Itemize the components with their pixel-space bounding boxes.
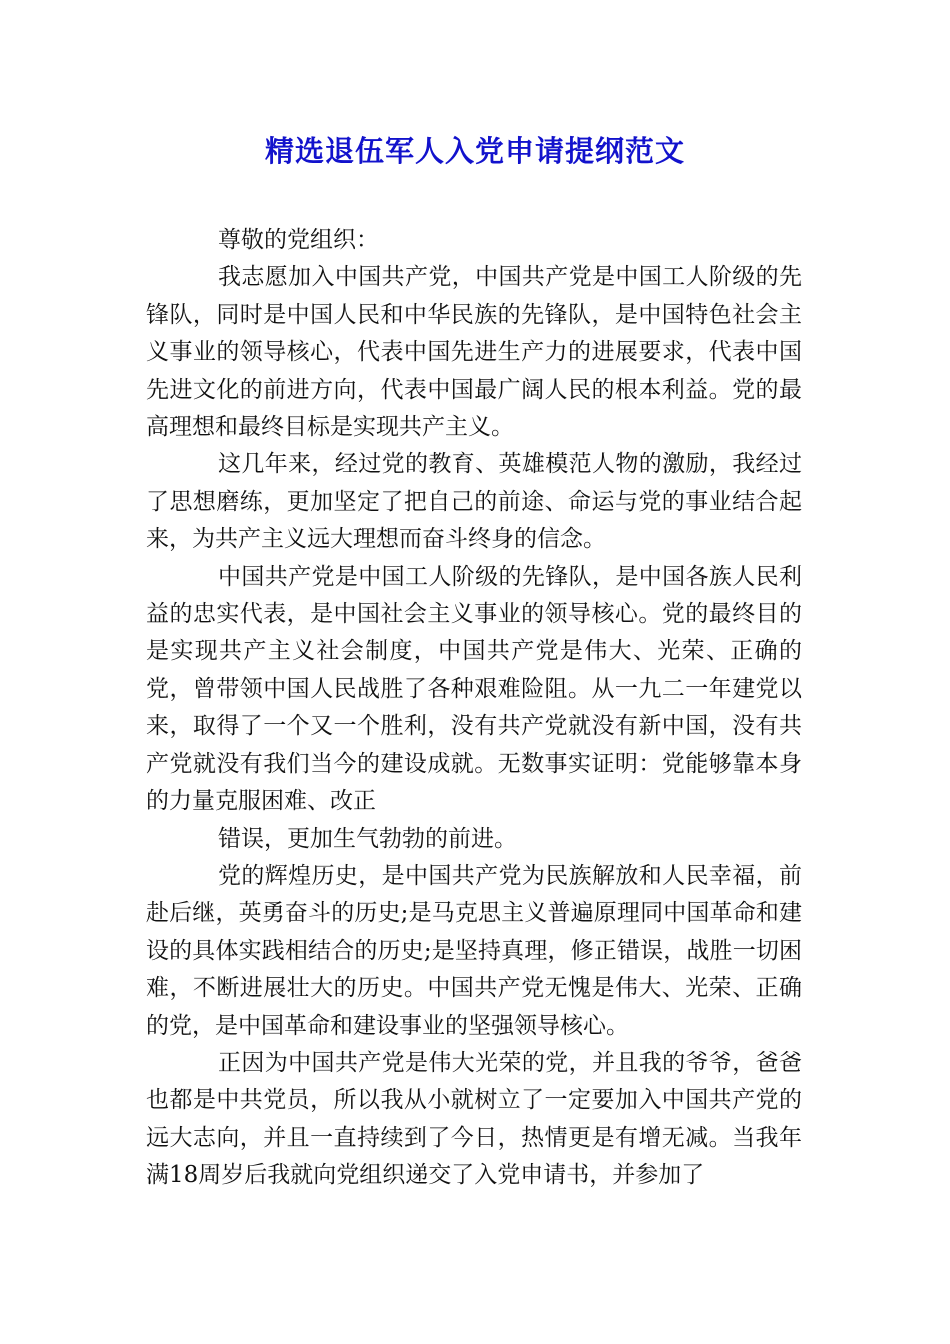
document-title: 精选退伍军人入党申请提纲范文 (264, 134, 685, 168)
paragraph-2: 这几年来，经过党的教育、英雄模范人物的激励，我经过了思想磨练，更加坚定了把自己的前途、命运与党的事业结合起来，为共产主义远大理想而奋斗终身的信念。 (146, 451, 802, 553)
document-body (146, 222, 802, 1195)
paragraph-4: 错误，更加生气勃勃的前进。 (218, 825, 517, 852)
greeting-line: 尊敬的党组织： (218, 227, 379, 253)
paragraph-1: 我志愿加入中国共产党，中国共产党是中国工人阶级的先锋队，同时是中国人民和中华民族的先锋队，是中国特色社会主义事业的领导核心，代表中国先进生产力的进展要求，代表中国先进文化的前进方向，代表中国最广阔人民的根本利益。党的最高理想和最终目标是实现共产主义。 (146, 264, 802, 441)
paragraph-5: 党的辉煌历史，是中国共产党为民族解放和人民幸福，前赴后继，英勇奋斗的历史;是马克思主义普遍原理同中国革命和建设的具体实践相结合的历史;是坚持真理，修正错误，战胜一切困难，不断进展壮大的历史。中国共产党无愧是伟大、光荣、正确的党，是中国革命和建设事业的坚强领导核心。 (146, 862, 802, 1039)
paragraph-3: 中国共产党是中国工人阶级的先锋队，是中国各族人民利益的忠实代表，是中国社会主义事业的领导核心。党的最终目的是实现共产主义社会制度，中国共产党是伟大、光荣、正确的党，曾带领中国人民战胜了各种艰难险阻。从一九二一年建党以来，取得了一个又一个胜利，没有共产党就没有新中国，没有共产党就没有我们当今的建设成就。无数事实证明：党能够靠本身的力量克服困难、改正 (146, 563, 802, 815)
paragraph-6: 正因为中国共产党是伟大光荣的党，并且我的爷爷，爸爸也都是中共党员，所以我从小就树立了一定要加入中国共产党的远大志向，并且一直持续到了今日，热情更是有增无减。当我年满18周岁后我就向党组织递交了入党申请书，并参加了 (146, 1049, 802, 1189)
